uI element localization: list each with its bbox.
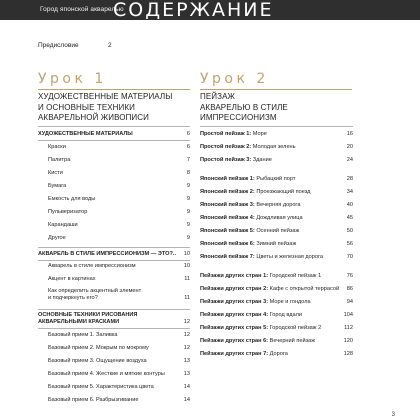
- toc-entry[interactable]: [200, 241, 353, 249]
- toc-entry[interactable]: [200, 351, 353, 359]
- toc-entry-label: АКВАРЕЛЬ В СТИЛЕ ИМПРЕССИОНИЗМ — ЭТО?..: [38, 251, 177, 257]
- toc-entry-page: 12: [183, 332, 190, 338]
- toc-rule: [38, 140, 190, 141]
- toc-entry[interactable]: [38, 295, 190, 303]
- toc-entry-label: Как определить акцентный элемент: [48, 288, 142, 294]
- toc-entry-label: Японский пейзаж 3: Вечерняя дорога: [200, 202, 301, 208]
- toc-entry-label: Палитра: [48, 157, 71, 163]
- toc-entry-page: 45: [346, 215, 353, 221]
- toc-rule: [38, 309, 190, 310]
- toc-entry-page: 11: [184, 295, 190, 301]
- toc-entry-page: 20: [346, 144, 353, 150]
- lesson-2-divider: [200, 89, 352, 90]
- toc-entry-label: Акцент в картинах: [48, 276, 96, 282]
- toc-entry[interactable]: [200, 215, 353, 223]
- toc-entry-label: Базовый прием 6. Разбрызгивание: [48, 397, 139, 403]
- toc-entry-label: Японский пейзаж 2: Проезжающий поезд: [200, 189, 311, 195]
- toc-entry-label: Пейзажи других стран 3: Море и гондола: [200, 299, 311, 305]
- toc-entry-label: и подчеркнуть его?: [48, 295, 98, 301]
- toc-entry-label: Емкость для воды: [48, 196, 96, 202]
- toc-entry-label: Базовый прием 4. Жесткие и мягкие контуры: [48, 371, 165, 377]
- toc-entry-page: 9: [186, 196, 190, 202]
- toc-entry-label: Пейзажи других стран 6: Вечерний пейзаж: [200, 338, 315, 344]
- lesson-1-toc-continued: [38, 384, 190, 412]
- lesson-1-divider: [38, 89, 190, 90]
- toc-section-entry[interactable]: [38, 251, 190, 259]
- toc-entry-page: 86: [346, 286, 353, 292]
- toc-entry-page: 12: [183, 319, 190, 325]
- toc-entry-page: 16: [346, 131, 353, 137]
- toc-entry-label: Японский пейзаж 1: Рыбацкий порт: [200, 176, 296, 182]
- toc-entry-label: Японский пейзаж 4: Дождливая улица: [200, 215, 303, 221]
- toc-entry[interactable]: [38, 371, 190, 379]
- toc-entry[interactable]: [38, 196, 190, 204]
- toc-entry-page: 6: [186, 144, 190, 150]
- toc-entry-label: Простой пейзаж 3: Здание: [200, 157, 272, 163]
- toc-section-entry[interactable]: [38, 319, 190, 327]
- lesson-1-title: [38, 92, 172, 124]
- toc-entry-page: 40: [346, 202, 353, 208]
- toc-entry[interactable]: [38, 358, 190, 366]
- toc-entry-page: 50: [346, 228, 353, 234]
- toc-entry-page: 6: [186, 131, 190, 137]
- toc-entry[interactable]: [200, 325, 353, 333]
- lesson-2-title-line: ИМПРЕССИОНИЗМ: [200, 113, 277, 122]
- toc-entry-label: Базовый прием 3. Ощущение воздуха: [48, 358, 147, 364]
- toc-entry[interactable]: [200, 286, 353, 294]
- toc-entry[interactable]: [200, 176, 353, 184]
- toc-entry-page: 10: [183, 263, 190, 269]
- toc-entry[interactable]: [200, 228, 353, 236]
- toc-rule: [38, 328, 190, 329]
- toc-entry-label: Простой пейзаж 1: Море: [200, 131, 267, 137]
- toc-entry-page: 120: [343, 338, 353, 344]
- toc-entry-page: 9: [186, 222, 190, 228]
- toc-entry-label: Пейзажи других стран 1: Городской пейзаж 1: [200, 273, 322, 279]
- toc-entry-page: 7: [186, 157, 190, 163]
- preface-page: 2: [108, 42, 112, 49]
- toc-entry[interactable]: [38, 276, 190, 284]
- toc-entry-page: 104: [343, 312, 353, 318]
- toc-entry-page: 14: [183, 397, 190, 403]
- toc-entry[interactable]: [200, 312, 353, 320]
- toc-entry[interactable]: [38, 157, 190, 165]
- toc-entry-label: Бумага: [48, 183, 67, 189]
- toc-entry-page: 28: [346, 176, 353, 182]
- page-title: СОДЕРЖАНИЕ: [113, 0, 274, 21]
- toc-rule: [38, 247, 190, 248]
- book-title: Город японской акварелью: [40, 6, 124, 13]
- lesson-2-word: Урок 2: [200, 71, 269, 87]
- toc-entry-page: 13: [183, 371, 190, 377]
- toc-entry-label: Простой пейзаж 2: Молодая зелень: [200, 144, 296, 150]
- toc-entry-page: 9: [186, 209, 190, 215]
- toc-rule: [38, 126, 190, 127]
- lesson-2-title: [200, 92, 288, 124]
- toc-entry-page: 56: [346, 241, 353, 247]
- preface-label: Предисловие: [38, 42, 79, 49]
- toc-entry[interactable]: [38, 222, 190, 230]
- toc-entry-label: Карандаши: [48, 222, 78, 228]
- toc-entry[interactable]: [200, 131, 353, 139]
- toc-entry-label: Японский пейзаж 7: Цветы и железная дорога: [200, 254, 324, 260]
- toc-entry-label: Краски: [48, 144, 66, 150]
- lesson-2-title-line: ПЕЙЗАЖ: [200, 92, 235, 101]
- toc-entry-label: Пульверизатор: [48, 209, 88, 215]
- toc-entry-page: 112: [344, 325, 353, 331]
- lesson-1-title-line: И ОСНОВНЫЕ ТЕХНИКИ: [38, 102, 136, 112]
- toc-rule: [200, 126, 353, 127]
- toc-entry[interactable]: [200, 144, 353, 152]
- toc-entry-label: ОСНОВНЫЕ ТЕХНИКИ РИСОВАНИЯ: [38, 312, 138, 318]
- toc-entry[interactable]: [38, 332, 190, 340]
- toc-entry-page: 12: [183, 345, 190, 351]
- lesson-1-word: Урок 1: [38, 71, 107, 87]
- toc-entry-page: 8: [186, 170, 190, 176]
- toc-entry-label: Пейзажи других стран 4: Город вдали: [200, 312, 302, 318]
- toc-entry-label: АКВАРЕЛЬНЫМИ КРАСКАМИ: [38, 319, 120, 325]
- lesson-1-toc: [38, 126, 190, 386]
- toc-entry[interactable]: [200, 254, 353, 262]
- toc-entry-label: Кисти: [48, 170, 63, 176]
- toc-entry[interactable]: [200, 202, 353, 210]
- lesson-1-title-line: АКВАРЕЛЬНОЙ ЖИВОПИСИ: [38, 113, 150, 122]
- toc-entry-page: 24: [346, 157, 353, 163]
- toc-entry-page: 11: [184, 276, 190, 282]
- toc-entry-label: ХУДОЖЕСТВЕННЫЕ МАТЕРИАЛЫ: [38, 131, 133, 137]
- toc-entry[interactable]: [38, 384, 190, 392]
- lesson-1-title-line: ХУДОЖЕСТВЕННЫЕ МАТЕРИАЛЫ: [38, 92, 173, 101]
- toc-entry[interactable]: [38, 345, 190, 353]
- toc-entry-label: Японский пейзаж 5: Осенний пейзаж: [200, 228, 300, 234]
- toc-entry-label: Пейзажи других стран 7: Дорога: [200, 351, 288, 357]
- toc-entry-label: Пейзажи других стран 2: Кафе с открытой террасой: [200, 286, 340, 292]
- lesson-2-toc-continued: [200, 351, 353, 361]
- toc-entry[interactable]: [38, 183, 190, 191]
- toc-entry-page: 34: [346, 189, 353, 195]
- toc-entry-page: 10: [183, 251, 190, 257]
- toc-entry-page: 128: [343, 351, 353, 357]
- toc-entry-label: Пейзажи других стран 5: Городской пейзаж 2: [200, 325, 322, 331]
- lesson-2-toc: [200, 126, 353, 346]
- toc-entry-page: 14: [183, 384, 190, 390]
- toc-entry[interactable]: [200, 189, 353, 197]
- toc-entry[interactable]: [200, 299, 353, 307]
- toc-section-entry[interactable]: [38, 131, 190, 139]
- toc-entry-label: Акварель в стиле импрессионизм: [48, 263, 136, 269]
- toc-entry-page: 9: [186, 235, 190, 241]
- toc-entry-label: Японский пейзаж 6: Зимний пейзаж: [200, 241, 297, 247]
- toc-entry-label: Базовый прием 2. Мокрым по мокрому: [48, 345, 149, 351]
- toc-entry-page: 70: [346, 254, 353, 260]
- toc-entry[interactable]: [200, 157, 353, 165]
- toc-entry-label: Другое: [48, 235, 66, 241]
- toc-entry[interactable]: [200, 273, 353, 281]
- page-number: 3: [391, 412, 395, 418]
- toc-rule: [38, 260, 190, 261]
- toc-entry-page: 13: [183, 358, 190, 364]
- toc-entry-page: 76: [346, 273, 353, 279]
- toc-entry[interactable]: [200, 338, 353, 346]
- toc-entry[interactable]: [38, 397, 190, 405]
- toc-entry[interactable]: [38, 144, 190, 152]
- toc-entry-label: Базовый прием 1. Заливка: [48, 332, 118, 338]
- toc-entry-page: 9: [186, 183, 190, 189]
- toc-entry-page: 94: [346, 299, 353, 305]
- toc-entry[interactable]: [38, 170, 190, 178]
- toc-entry[interactable]: [38, 209, 190, 217]
- lesson-2-title-line: АКВАРЕЛЬЮ В СТИЛЕ: [200, 102, 288, 112]
- toc-entry[interactable]: [38, 235, 190, 243]
- toc-entry-label: Базовый прием 5. Характеристика цвета: [48, 384, 154, 390]
- toc-entry[interactable]: [38, 263, 190, 271]
